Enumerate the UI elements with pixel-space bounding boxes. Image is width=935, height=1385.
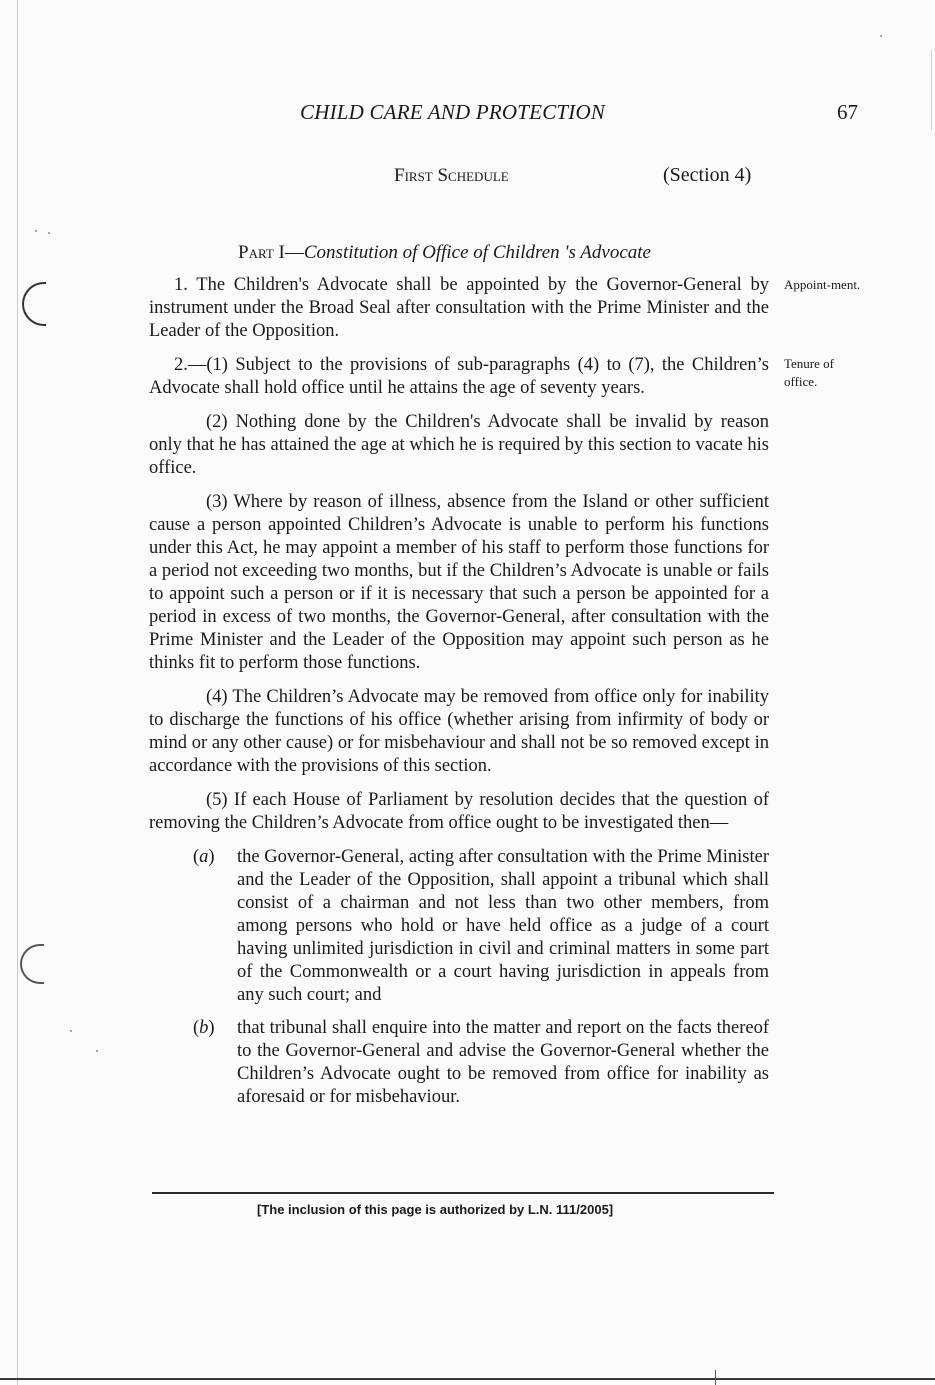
footer-rule <box>152 1192 774 1194</box>
paragraph-2-4: (4) The Children’s Advocate may be removed from office only for inability to discharge the functions of his office (whether arising from infirmity of body or mind or any other cause) or for misbehaviour and shall not be so removed except in accordance with the provisions of this section. <box>149 687 769 776</box>
margin-note-appointment: Appoint-ment. <box>784 277 861 292</box>
schedule-body <box>149 274 769 1119</box>
running-title: CHILD CARE AND PROTECTION <box>300 100 606 124</box>
binder-hole-icon <box>20 944 44 984</box>
part-label: Part I <box>238 242 285 263</box>
subparagraph-b <box>149 1017 769 1109</box>
paragraph-2-1: 2.—(1) Subject to the provisions of sub-paragraphs (4) to (7), the Children’s Advocate shall hold office until he attains the age of seventy years. <box>149 355 769 398</box>
part-heading <box>238 242 651 264</box>
subparagraph-label: (a) <box>193 847 215 867</box>
scan-speck <box>70 1030 72 1032</box>
scan-bottom-line <box>0 1378 935 1380</box>
scan-left-edge <box>17 0 18 1385</box>
part-title: Constitution of Office of Children 's Advocate <box>303 242 651 263</box>
paragraph-1: 1. The Children's Advocate shall be appointed by the Governor-General by instrument under the Broad Seal after consultation with the Prime Minister and the Leader of the Opposition. <box>149 275 769 341</box>
paragraph-2-2: (2) Nothing done by the Children's Advocate shall be invalid by reason only that he has attained the age at which he is required by this section to vacate his office. <box>149 412 769 478</box>
subparagraph-text: that tribunal shall enquire into the matter and report on the facts thereof to the Governor-General and advise the Governor-General whether the Children’s Advocate ought to be removed from office for inability as aforesaid or for misbehaviour. <box>237 1018 769 1107</box>
subparagraph-text: the Governor-General, acting after consultation with the Prime Minister and the Leader of the Opposition, shall appoint a tribunal which shall consist of a chairman and not less than two other members, from among persons who hold or have held office as a judge of a court having unlimited jurisdiction in civil and criminal matters in some part of the Commonwealth or a court having jurisdiction in appeals from any such court; and <box>237 847 769 1005</box>
scan-speck <box>35 230 37 232</box>
page-number: 67 <box>837 100 858 124</box>
scan-right-edge <box>931 50 932 130</box>
schedule-title: First Schedule <box>394 165 509 186</box>
subparagraph-label: (b) <box>193 1018 215 1038</box>
paragraph-2-5: (5) If each House of Parliament by resolution decides that the question of removing the Children’s Advocate from office ought to be investigated then— <box>149 790 769 833</box>
scan-speck <box>48 232 50 234</box>
subparagraph-a <box>149 846 769 1007</box>
scan-speck <box>96 1050 98 1052</box>
scan-bottom-tick <box>715 1370 716 1385</box>
margin-note-tenure: Tenure of office. <box>784 356 834 389</box>
binder-hole-icon <box>22 282 46 326</box>
paragraph-2-3: (3) Where by reason of illness, absence from the Island or other sufficient cause a person appointed Children’s Advocate is unable to perform his functions under this Act, he may appoint a member of his staff to perform those functions for a period not exceeding two months, but if the Children’s Advocate is unable or fails to appoint such a person or if it is necessary that such a person be appointed for a period in excess of two months, the Governor-General, after consultation with the Prime Minister and the Leader of the Opposition may appoint such person as he thinks fit to perform those functions. <box>149 492 769 673</box>
scan-speck <box>880 35 882 37</box>
part-dash: — <box>284 242 304 263</box>
schedule-section-ref: (Section 4) <box>663 164 752 186</box>
footer-authorization: [The inclusion of this page is authorized by L.N. 111/2005] <box>257 1202 614 1217</box>
